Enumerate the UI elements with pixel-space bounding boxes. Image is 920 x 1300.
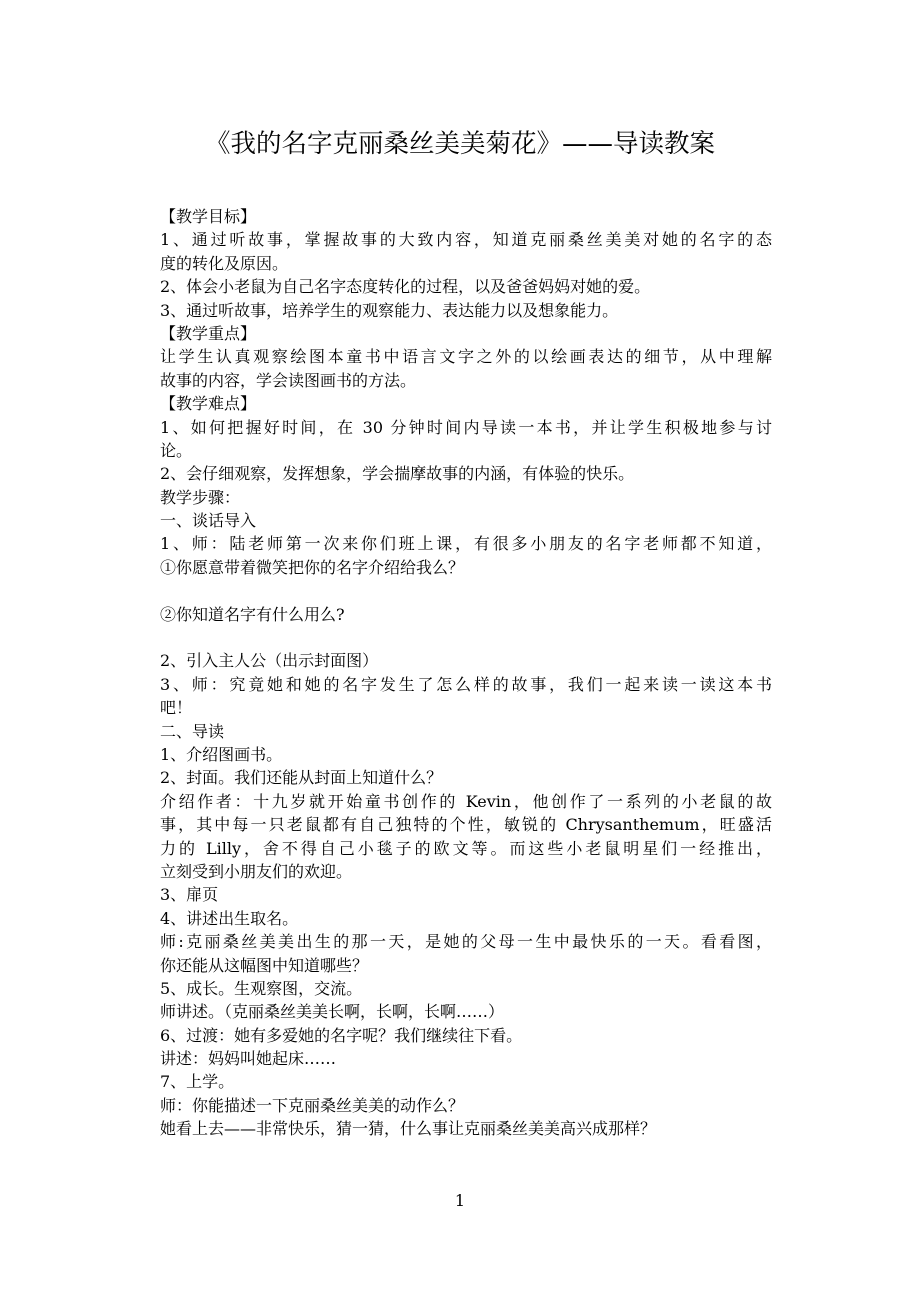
body-line: 1、师：陆老师第一次来你们班上课，有很多小朋友的名字老师都不知道， [160,534,772,554]
body-line: 3、扉页 [160,885,219,905]
body-line: 师：你能描述一下克丽桑丝美美的动作么？ [160,1095,465,1115]
body-line: 吧！ [160,698,193,718]
body-line: 你还能从这幅图中知道哪些？ [160,955,369,975]
body-line: 1、介绍图画书。 [160,744,283,764]
body-line: 3、师：究竟她和她的名字发生了怎么样的故事，我们一起来读一读这本书 [160,674,772,694]
body-line: 讲述：妈妈叫她起床…… [160,1049,337,1069]
body-line: 1、通过听故事，掌握故事的大致内容，知道克丽桑丝美美对她的名字的态 [160,230,772,250]
body-line: 师:克丽桑丝美美出生的那一天，是她的父母一生中最快乐的一天。看看图， [160,932,772,952]
body-line: 力的 Lilly，舍不得自己小毯子的欧文等。而这些小老鼠明星们一经推出， [160,838,772,858]
body-line: 6、过渡：她有多爱她的名字呢？我们继续往下看。 [160,1025,523,1045]
body-line: 5、成长。生观察图，交流。 [160,978,363,998]
body-line: 2、会仔细观察，发挥想象，学会揣摩故事的内涵，有体验的快乐。 [160,464,635,484]
body-line: 她看上去——非常快乐，猜一猜，什么事让克丽桑丝美美高兴成那样？ [160,1119,657,1139]
body-line: 4、讲述出生取名。 [160,908,299,928]
body-line: ①你愿意带着微笑把你的名字介绍给我么？ [160,557,465,577]
page-number: 1 [454,1191,466,1210]
body-line: 【教学目标】 [160,207,257,226]
blank-line [160,579,772,602]
body-line: 【教学难点】 [160,394,257,414]
body-line: 度的转化及原因。 [160,253,289,273]
body-line: 2、引入主人公（出示封面图） [160,651,379,671]
body-line: 论。 [160,440,193,460]
body-line: 教学步骤： [160,487,241,507]
body-line: ②你知道名字有什么用么? [160,604,345,624]
body-line: 事，其中每一只老鼠都有自己独特的个性，敏锐的 Chrysanthemum，旺盛活 [160,815,772,835]
document-body [160,205,772,1141]
body-line: 立刻受到小朋友们的欢迎。 [160,861,353,881]
document-title: 《我的名字克丽桑丝美美菊花》——导读教案 [204,129,715,159]
body-line: 介绍作者：十九岁就开始童书创作的 Kevin，他创作了一系列的小老鼠的故 [160,791,772,811]
body-line: 1、如何把握好时间，在 30 分钟时间内导读一本书，并让学生积极地参与讨 [160,417,772,437]
body-line: 让学生认真观察绘图本童书中语言文字之外的以绘画表达的细节，从中理解 [160,347,772,367]
body-line: 2、体会小老鼠为自己名字态度转化的过程，以及爸爸妈妈对她的爱。 [160,277,651,297]
blank-line [160,626,772,649]
body-line: 故事的内容，学会读图画书的方法。 [160,370,417,390]
body-line: 3、通过听故事，培养学生的观察能力、表达能力以及想象能力。 [160,300,619,320]
body-line: 【教学重点】 [160,323,257,343]
body-line: 一、谈话导入 [160,511,257,531]
body-line: 2、封面。我们还能从封面上知道什么？ [160,768,443,788]
body-line: 师讲述。（克丽桑丝美美长啊，长啊，长啊……） [160,1002,505,1022]
body-line: 7、上学。 [160,1072,235,1092]
body-line: 二、导读 [160,721,225,741]
